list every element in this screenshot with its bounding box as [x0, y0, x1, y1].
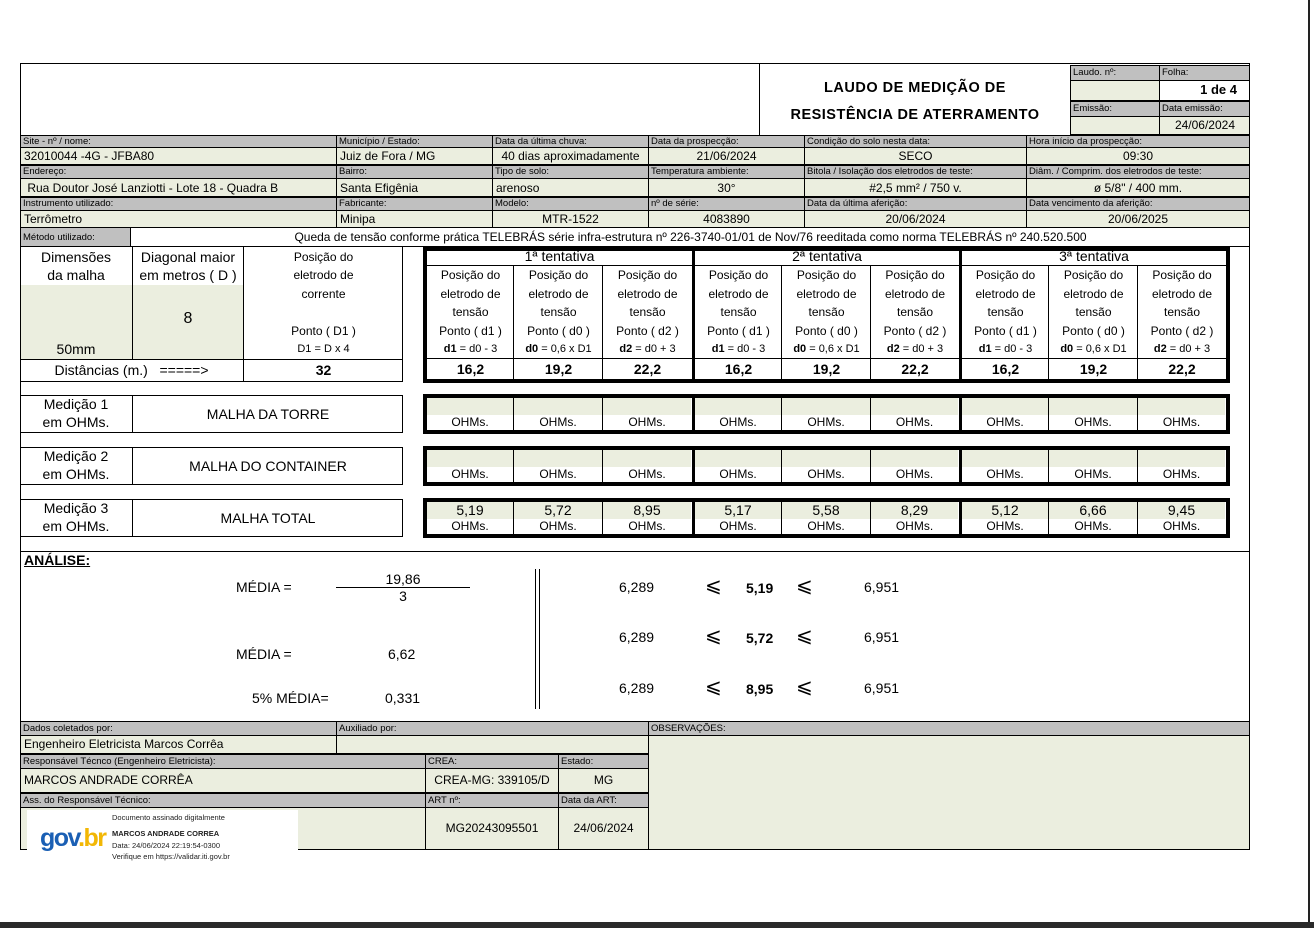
medicao-value-field[interactable]: 5,72 [514, 502, 602, 519]
medicao-value-field[interactable] [871, 398, 958, 415]
corrente-line-1: Posição do [293, 250, 354, 264]
distancias-label: Distâncias (m.) =====> [54, 362, 209, 378]
diam-field[interactable]: ø 5/8" / 400 mm. [1026, 179, 1250, 197]
col-ponto: Ponto ( d2 ) [616, 324, 679, 338]
responsavel-label: Responsável Técnco (Engenheiro Eletricista): [20, 754, 426, 769]
medicao-value-field[interactable]: 9,45 [1138, 502, 1225, 519]
medicao-label-2: em OHMs. [42, 414, 110, 430]
solo-label: Tipo de solo: [492, 165, 649, 179]
ohm-unit: OHMs. [807, 415, 845, 429]
divider [20, 381, 403, 382]
col-line-2: eletrodo de [1151, 287, 1213, 301]
formula-rest: = d0 + 3 [1166, 343, 1211, 355]
col-distance: 22,2 [901, 361, 929, 377]
formula-rest: = d0 - 3 [724, 343, 766, 355]
serie-field[interactable]: 4083890 [648, 211, 805, 228]
col-line-3: tensão [808, 305, 845, 319]
formula-var: d1 [711, 343, 725, 355]
formula-rest: = 0,6 x D1 [538, 343, 592, 355]
col-line-3: tensão [1075, 305, 1112, 319]
ohm-unit: OHMs. [719, 519, 757, 533]
ohm-unit: OHMs. [986, 467, 1024, 481]
formula-rest: = 0,6 x D1 [806, 343, 860, 355]
col-line-2: eletrodo de [884, 287, 946, 301]
bairro-field[interactable]: Santa Efigênia [336, 179, 493, 197]
hora-field[interactable]: 09:30 [1026, 148, 1250, 165]
col-formula [514, 340, 603, 359]
medicao-value-field[interactable] [782, 398, 870, 415]
fabricante-label: Fabricante: [336, 197, 493, 211]
col-line-1: Posição do [528, 268, 589, 282]
ohm-unit: OHMs. [1162, 415, 1201, 429]
medicao-value-field[interactable] [603, 398, 691, 415]
dim-value[interactable]: 50mm [56, 341, 96, 357]
ohm-unit: OHMs. [719, 467, 757, 481]
col-line-3: tensão [540, 305, 577, 319]
col-line-1: Posição do [440, 268, 501, 282]
col-line-1: Posição do [1152, 268, 1212, 282]
site-label: Site - nº / nome: [20, 135, 337, 148]
digital-signature-stamp [27, 810, 298, 864]
ass-label: Ass. do Responsável Técnico: [20, 793, 426, 808]
medicao-value-field[interactable]: 5,58 [782, 502, 870, 519]
govbr-logo-gov: gov [40, 824, 79, 852]
crea-label: CREA: [425, 754, 559, 769]
less-equal-icon: ⩽ [705, 575, 722, 597]
municipio-field[interactable]: Juiz de Fora / MG [336, 148, 493, 165]
medicao-value-field[interactable]: 8,95 [603, 502, 691, 519]
less-equal-icon: ⩽ [705, 676, 722, 698]
tentativa-header-2: 2ª tentativa [792, 248, 862, 264]
data-art-field[interactable]: 24/06/2024 [558, 808, 649, 850]
col-line-2: eletrodo de [708, 287, 769, 301]
signature-line-1: Documento assinado digitalmente [112, 813, 225, 822]
formula-rest: = 0,6 x D1 [1073, 343, 1127, 355]
corrente-line-5: D1 = D x 4 [297, 343, 350, 355]
range-high: 6,951 [864, 680, 900, 696]
title-line-1: LAUDO DE MEDIÇÃO DE [824, 80, 1006, 96]
prospeccao-field[interactable]: 21/06/2024 [648, 148, 805, 165]
media-value: 6,62 [388, 646, 416, 662]
ohm-unit: OHMs. [807, 467, 845, 481]
estado-label: Estado: [558, 754, 649, 769]
range-low: 6,289 [619, 579, 655, 595]
col-ponto: Ponto ( d0 ) [795, 324, 858, 338]
medicao-value-field[interactable] [1138, 450, 1225, 467]
col-line-1: Posição do [617, 268, 678, 282]
govbr-logo-br: .br [78, 824, 106, 852]
ohm-unit: OHMs. [539, 519, 577, 533]
instrumento-label: Instrumento utilizado: [20, 197, 337, 211]
signature-verify: Verifique em https://validar.iti.gov.br [112, 852, 230, 861]
medicao-value-field[interactable] [962, 398, 1048, 415]
col-distance: 16,2 [724, 361, 753, 377]
col-formula [603, 340, 692, 359]
col-line-1: Posição do [1063, 268, 1124, 282]
divider [20, 551, 1250, 552]
medicao-value-field[interactable]: 5,19 [427, 502, 513, 519]
col-line-2: eletrodo de [440, 287, 501, 301]
col-distance: 22,2 [633, 361, 662, 377]
modelo-field[interactable]: MTR-1522 [492, 211, 649, 228]
medicao-value-field[interactable] [871, 450, 958, 467]
govbr-logo [40, 824, 106, 852]
col-line-3: tensão [452, 305, 489, 319]
solo-field[interactable]: arenoso [492, 179, 649, 197]
afericao-label: Data da última aferição: [804, 197, 1027, 211]
col-line-2: eletrodo de [617, 287, 678, 301]
col-line-3: tensão [1163, 305, 1201, 319]
ohm-unit: OHMs. [986, 519, 1024, 533]
col-ponto: Ponto ( d2 ) [1150, 324, 1214, 338]
tentativa-header-1: 1ª tentativa [524, 248, 595, 264]
range-low: 6,289 [619, 680, 655, 696]
site-field[interactable]: 32010044 -4G - JFBA80 [20, 148, 337, 165]
col-ponto: Ponto ( d0 ) [1062, 324, 1125, 338]
less-equal-icon: ⩽ [705, 625, 722, 647]
range-high: 6,951 [864, 579, 900, 595]
ohm-unit: OHMs. [895, 415, 934, 429]
formula-rest: = d0 + 3 [632, 343, 676, 355]
range-high: 6,951 [864, 629, 900, 645]
serie-label: nº de série: [648, 197, 805, 211]
ohm-unit: OHMs. [986, 415, 1024, 429]
ohm-unit: OHMs. [539, 467, 577, 481]
laudo-field[interactable] [1070, 81, 1160, 101]
medicao-name: MALHA TOTAL [220, 510, 316, 526]
data-art-label: Data da ART: [558, 793, 649, 808]
ohm-unit: OHMs. [807, 519, 845, 533]
data-emissao-field[interactable]: 24/06/2024 [1159, 117, 1250, 135]
ohm-unit: OHMs. [719, 415, 757, 429]
title-line-2: RESISTÊNCIA DE ATERRAMENTO [790, 107, 1040, 123]
formula-var: d1 [443, 343, 457, 355]
medicao-value-field[interactable] [695, 398, 781, 415]
medicao-value-field[interactable] [603, 450, 691, 467]
ohm-unit: OHMs. [451, 467, 489, 481]
col-formula [782, 340, 871, 359]
metodo-field[interactable]: Queda de tensão conforme prática TELEBRÁS série infra-estrutura nº 226-3740-01/01 de Nov/76 reeditada como norma TELEBRÁS nº 240.520.500 [131, 228, 1250, 247]
ohm-unit: OHMs. [628, 519, 666, 533]
col-line-2: eletrodo de [796, 287, 857, 301]
prospeccao-label: Data da prospecção: [648, 135, 805, 148]
col-line-3: tensão [987, 305, 1024, 319]
ohm-unit: OHMs. [451, 415, 489, 429]
laudo-label: Laudo. nº: [1070, 65, 1160, 81]
formula-var: d0 [1060, 343, 1074, 355]
pct-media-label: 5% MÉDIA= [252, 690, 329, 706]
afericao-field[interactable]: 20/06/2024 [804, 211, 1027, 228]
ohm-unit: OHMs. [1162, 467, 1201, 481]
media-label: MÉDIA = [236, 579, 292, 595]
coletados-label: Dados coletados por: [20, 721, 337, 736]
chuva-field[interactable]: 40 dias aproximadamente [492, 148, 649, 165]
dim-header-1: Dimensões [40, 249, 112, 265]
crea-field[interactable]: CREA-MG: 339105/D [425, 769, 559, 793]
formula-rest: = d0 - 3 [991, 343, 1033, 355]
diam-label: Diâm. / Comprim. dos eletrodos de teste: [1026, 165, 1250, 179]
range-value: 8,95 [746, 681, 774, 697]
fabricante-field[interactable]: Minipa [336, 211, 493, 228]
signature-name: MARCOS ANDRADE CORREA [112, 829, 220, 838]
col-line-2: eletrodo de [528, 287, 589, 301]
pct-media-value: 0,331 [385, 690, 421, 706]
signature-date: Data: 24/06/2024 22:19:54-0300 [112, 841, 221, 850]
estado-field[interactable]: MG [558, 769, 649, 793]
formula-rest: = d0 - 3 [456, 343, 498, 355]
formula-var: d2 [1153, 343, 1167, 355]
col-line-1: Posição do [796, 268, 857, 282]
endereco-label: Endereço: [20, 165, 337, 179]
col-formula [1138, 340, 1226, 359]
col-formula [427, 340, 514, 359]
medicao-value-field[interactable]: 6,66 [1049, 502, 1137, 519]
ohm-unit: OHMs. [895, 467, 934, 481]
col-ponto: Ponto ( d2 ) [883, 324, 947, 338]
col-line-2: eletrodo de [975, 287, 1036, 301]
tentativa-header-3: 3ª tentativa [1059, 248, 1129, 264]
condicao-field[interactable]: SECO [804, 148, 1027, 165]
col-formula [1049, 340, 1138, 359]
medicao-name: MALHA DO CONTAINER [189, 458, 347, 474]
medicao-value-field[interactable] [514, 398, 602, 415]
diag-value[interactable]: 8 [183, 310, 193, 327]
bitola-field[interactable]: #2,5 mm² / 750 v. [804, 179, 1027, 197]
medicao-label-1: Medição 2 [43, 448, 109, 464]
less-equal-icon: ⩽ [796, 625, 813, 647]
col-distance: 16,2 [456, 361, 485, 377]
col-distance: 22,2 [1168, 361, 1196, 377]
media-denominator: 3 [399, 588, 407, 604]
medicao-value-field[interactable] [962, 450, 1048, 467]
vencimento-label: Data vencimento da aferição: [1026, 197, 1250, 211]
double-divider [535, 569, 540, 709]
medicao-value-field[interactable] [1049, 398, 1137, 415]
ohm-unit: OHMs. [1074, 415, 1112, 429]
art-label: ART nº: [425, 793, 559, 808]
ohm-unit: OHMs. [628, 467, 666, 481]
condicao-label: Condição do solo nesta data: [804, 135, 1027, 148]
medicao-value-field[interactable] [782, 450, 870, 467]
less-equal-icon: ⩽ [796, 676, 813, 698]
col-line-3: tensão [896, 305, 934, 319]
col-line-3: tensão [629, 305, 666, 319]
medicao-value-field[interactable] [427, 450, 513, 467]
ohm-unit: OHMs. [628, 415, 666, 429]
formula-var: d2 [619, 343, 633, 355]
medicao-value-field[interactable] [514, 450, 602, 467]
medicao-label-1: Medição 1 [43, 396, 109, 412]
modelo-label: Modelo: [492, 197, 649, 211]
auxiliado-field[interactable] [336, 736, 649, 754]
hora-label: Hora início da prospecção: [1026, 135, 1250, 148]
observacoes-field[interactable] [648, 736, 1250, 850]
ohm-unit: OHMs. [895, 519, 934, 533]
col-formula [962, 340, 1049, 359]
observacoes-label: OBSERVAÇÕES: [648, 721, 1250, 736]
media-label-2: MÉDIA = [236, 646, 292, 662]
medicao-label-2: em OHMs. [42, 466, 110, 482]
col-line-3: tensão [720, 305, 757, 319]
analise-title: ANÁLISE: [24, 552, 91, 568]
ohm-unit: OHMs. [1074, 519, 1112, 533]
medicao-name: MALHA DA TORRE [206, 406, 330, 422]
medicao-label-2: em OHMs. [42, 518, 110, 534]
ohm-unit: OHMs. [451, 519, 489, 533]
formula-var: d0 [525, 343, 539, 355]
medicao-value-field[interactable]: 5,17 [695, 502, 781, 519]
temp-label: Temperatura ambiente: [648, 165, 805, 179]
formula-rest: = d0 + 3 [899, 343, 944, 355]
formula-var: d1 [978, 343, 992, 355]
bitola-label: Bitola / Isolação dos eletrodos de teste: [804, 165, 1027, 179]
formula-var: d0 [793, 343, 807, 355]
responsavel-field[interactable]: MARCOS ANDRADE CORRÊA [20, 769, 426, 793]
medicao-value-field[interactable]: 8,29 [871, 502, 958, 519]
less-equal-icon: ⩽ [796, 575, 813, 597]
col-ponto: Ponto ( d1 ) [974, 324, 1037, 338]
col-distance: 16,2 [991, 361, 1020, 377]
formula-var: d2 [886, 343, 900, 355]
art-field[interactable]: MG20243095501 [425, 808, 559, 850]
medicao-value-field[interactable] [1049, 450, 1137, 467]
range-value: 5,72 [746, 630, 774, 646]
coletados-field[interactable]: Engenheiro Eletricista Marcos Corrêa [20, 736, 337, 754]
corrente-line-2: eletrodo de [293, 268, 354, 282]
col-line-1: Posição do [885, 268, 945, 282]
medicao-value-field[interactable] [1138, 398, 1225, 415]
medicao-value-field[interactable]: 5,12 [962, 502, 1048, 519]
col-formula [871, 340, 959, 359]
ohm-unit: OHMs. [1074, 467, 1112, 481]
diag-header-2: em metros ( D ) [139, 267, 237, 283]
corrente-line-3: corrente [301, 287, 346, 301]
col-distance: 19,2 [1079, 361, 1108, 377]
diag-header-1: Diagonal maior [140, 249, 236, 265]
ohm-unit: OHMs. [1162, 519, 1201, 533]
col-line-1: Posição do [975, 268, 1036, 282]
medicao-value-field[interactable] [427, 398, 513, 415]
col-distance: 19,2 [812, 361, 841, 377]
emissao-field[interactable] [1070, 117, 1160, 135]
range-low: 6,289 [619, 629, 655, 645]
municipio-label: Município / Estado: [336, 135, 493, 148]
col-ponto: Ponto ( d1 ) [439, 324, 502, 338]
instrumento-field[interactable]: Terrômetro [20, 211, 337, 228]
medicao-label-1: Medição 3 [43, 500, 109, 516]
corrente-line-4: Ponto ( D1 ) [291, 324, 356, 338]
bairro-label: Bairro: [336, 165, 493, 179]
dim-header-2: da malha [47, 267, 105, 283]
d1-distance: 32 [315, 362, 332, 378]
col-formula [695, 340, 782, 359]
auxiliado-label: Auxiliado por: [336, 721, 649, 736]
col-line-1: Posição do [708, 268, 769, 282]
ohm-unit: OHMs. [539, 415, 577, 429]
col-line-2: eletrodo de [1063, 287, 1124, 301]
divider [759, 63, 760, 135]
metodo-label: Método utilizado: [20, 228, 131, 247]
col-distance: 19,2 [544, 361, 573, 377]
range-value: 5,19 [746, 580, 774, 596]
emissao-label: Emissão: [1070, 101, 1160, 117]
media-numerator: 19,86 [385, 571, 421, 587]
data-emissao-label: Data emissão: [1159, 101, 1250, 117]
col-ponto: Ponto ( d1 ) [707, 324, 770, 338]
chuva-label: Data da última chuva: [492, 135, 649, 148]
vencimento-field[interactable]: 20/06/2025 [1026, 211, 1250, 228]
medicao-value-field[interactable] [695, 450, 781, 467]
viewer-edge [1308, 0, 1310, 928]
folha-field[interactable]: 1 de 4 [1159, 81, 1250, 101]
endereco-field[interactable]: Rua Doutor José Lanziotti - Lote 18 - Quadra B [20, 179, 337, 197]
viewer-bottom-bar [0, 922, 1314, 928]
temp-field[interactable]: 30° [648, 179, 805, 197]
col-ponto: Ponto ( d0 ) [527, 324, 590, 338]
folha-label: Folha: [1159, 65, 1250, 81]
